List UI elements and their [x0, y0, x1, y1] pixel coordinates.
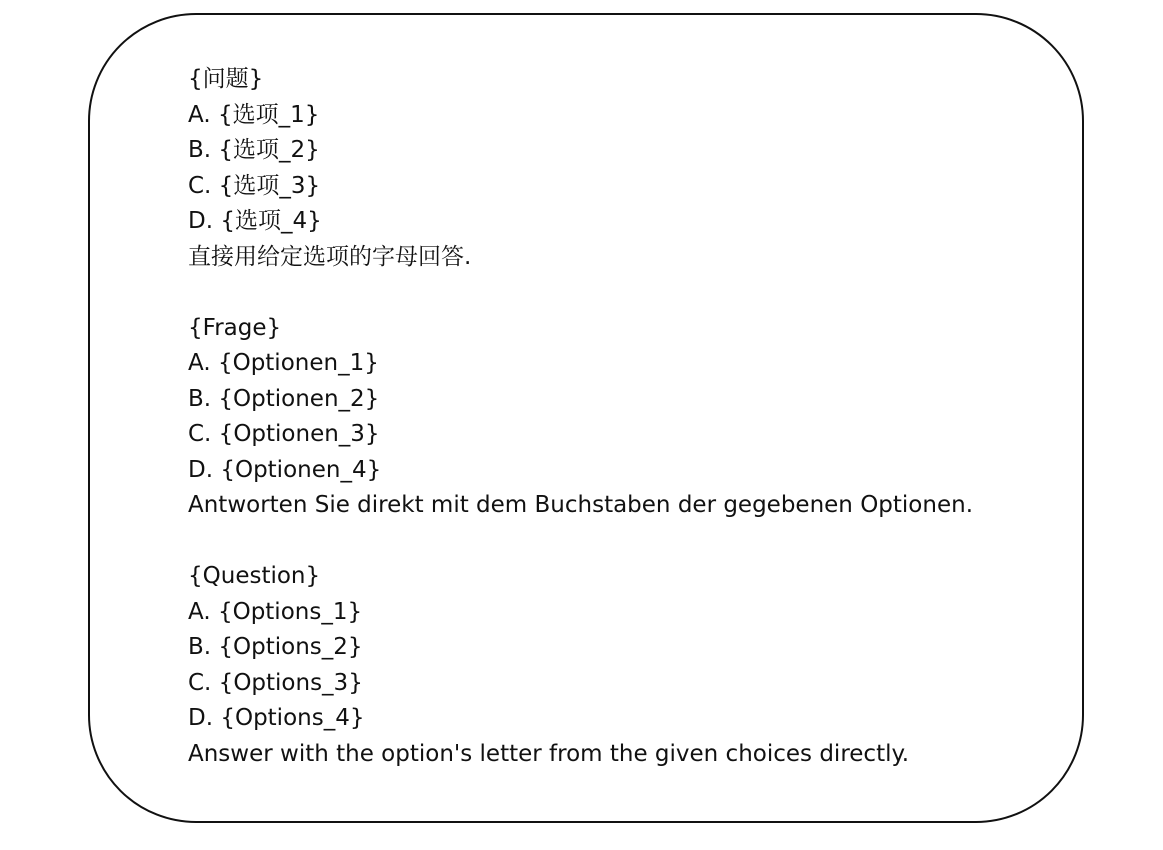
answer-instruction: Antworten Sie direkt mit dem Buchstaben der gegebenen Optionen.: [188, 492, 973, 518]
option-a: A. {选项_1}: [188, 101, 320, 128]
prompt-block-english: [188, 559, 1068, 772]
prompt-block-chinese: [188, 62, 1068, 275]
option-c: C. {Optionen_3}: [188, 421, 380, 447]
option-c: C. {Options_3}: [188, 669, 363, 696]
option-a: A. {Options_1}: [188, 598, 363, 625]
answer-instruction: 直接用给定选项的字母回答.: [188, 243, 472, 270]
question-placeholder: {Frage}: [188, 314, 282, 341]
option-b: B. {选项_2}: [188, 137, 320, 163]
option-b: B. {Options_2}: [188, 634, 363, 660]
question-placeholder: {问题}: [188, 66, 264, 92]
option-a: A. {Optionen_1}: [188, 350, 379, 376]
option-b: B. {Optionen_2}: [188, 385, 380, 412]
question-placeholder: {Question}: [188, 563, 321, 589]
prompt-template-content: [188, 62, 1068, 772]
option-d: D. {Optionen_4}: [188, 456, 382, 483]
prompt-block-german: [188, 311, 1068, 524]
option-d: D. {选项_4}: [188, 208, 322, 234]
option-d: D. {Options_4}: [188, 705, 365, 731]
answer-instruction: Answer with the option's letter from the given choices directly.: [188, 740, 910, 767]
option-c: C. {选项_3}: [188, 172, 321, 199]
